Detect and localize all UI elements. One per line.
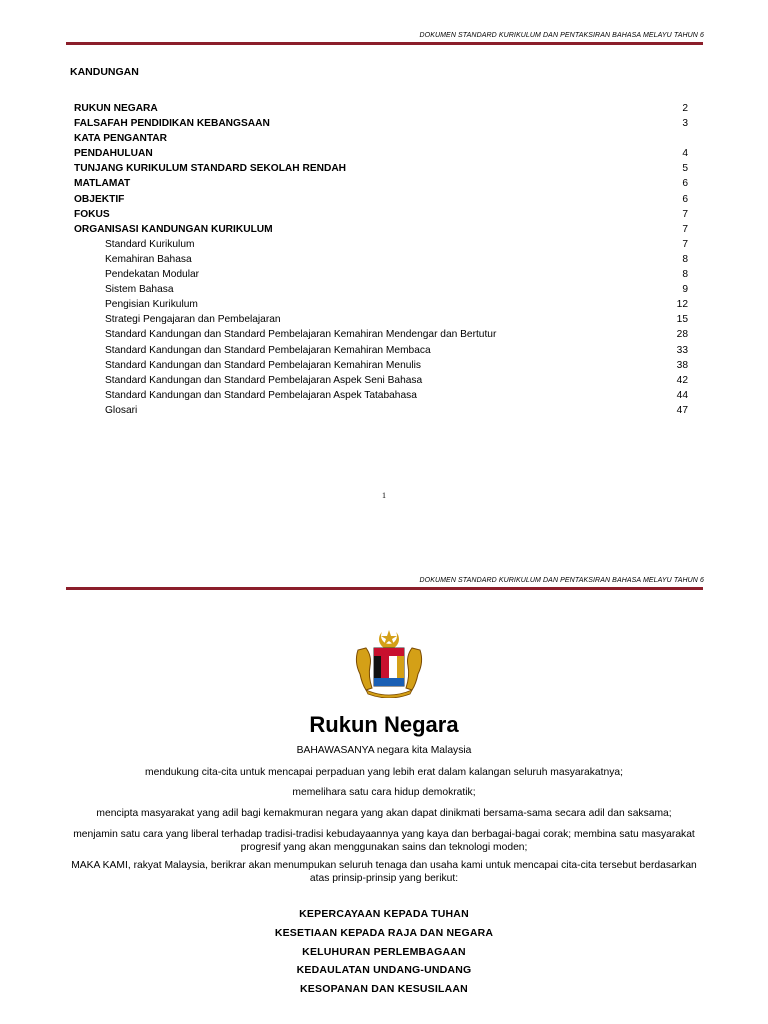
toc-entry-label: ORGANISASI KANDUNGAN KURIKULUM — [74, 223, 273, 235]
rukun-negara-title: Rukun Negara — [309, 712, 459, 737]
toc-entry[interactable] — [74, 192, 688, 207]
toc-entry-label: OBJEKTIF — [74, 193, 125, 205]
toc-entry-label: Strategi Pengajaran dan Pembelajaran — [105, 314, 281, 326]
principle-item: KEDAULATAN UNDANG-UNDANG — [296, 964, 472, 976]
rukun-paragraph: MAKA KAMI, rakyat Malaysia, berikrar akan menumpukan seluruh tenaga dan usaha kami untuk mencapai cita-cita tersebut berdasarkan atas prinsip-prinsip yang berikut: — [71, 860, 697, 884]
rukun-paragraph: memelihara satu cara hidup demokratik; — [292, 787, 476, 798]
toc-entry-label: KATA PENGANTAR — [74, 133, 167, 145]
toc-entry-page: 5 — [682, 163, 688, 175]
toc-entry[interactable] — [74, 237, 688, 252]
toc-entry-label: Glosari — [105, 404, 138, 416]
principle-item: KESOPANAN DAN KESUSILAAN — [300, 983, 468, 995]
rukun-paragraph: mendukung cita-cita untuk mencapai perpaduan yang lebih erat dalam kalangan seluruh masyarakatnya; — [145, 767, 623, 778]
toc-entry-page: 4 — [682, 148, 688, 160]
toc-entry[interactable] — [74, 176, 688, 191]
toc-entry-label: MATLAMAT — [74, 178, 131, 190]
toc-entry-page: 42 — [676, 374, 688, 386]
toc-entry-label: Standard Kandungan dan Standard Pembelajaran Kemahiran Mendengar dan Bertutur — [105, 329, 497, 341]
header-rule-2 — [66, 587, 703, 590]
toc-entry[interactable] — [74, 101, 688, 116]
toc-entry-page: 7 — [682, 208, 688, 220]
toc-entry-page: 44 — [676, 389, 688, 401]
principle-item: KEPERCAYAAN KEPADA TUHAN — [299, 908, 469, 920]
rukun-paragraph: menjamin satu cara yang liberal terhadap tradisi-tradisi kebudayaannya yang kaya dan berbagai-bagai corak; membina satu masyarakat progresif yang akan menggunakan sains dan teknologi moden; — [73, 829, 695, 853]
toc-entry-page: 15 — [676, 314, 688, 326]
toc-entry-page: 2 — [682, 103, 688, 114]
toc-entry[interactable] — [74, 131, 688, 146]
toc-entry-page: 28 — [676, 329, 688, 341]
toc-entry[interactable] — [74, 161, 688, 176]
rukun-paragraph: mencipta masyarakat yang adil bagi kemakmuran negara yang akan dapat dinikmati bersama-sama secara adil dan saksama; — [96, 808, 672, 819]
toc-entry-label: Pendekatan Modular — [105, 269, 200, 281]
header-rule — [66, 42, 703, 45]
toc-entry[interactable] — [74, 207, 688, 222]
toc-entry-label: TUNJANG KURIKULUM STANDARD SEKOLAH RENDAH — [74, 163, 347, 175]
running-header: DOKUMEN STANDARD KURIKULUM DAN PENTAKSIRAN BAHASA MELAYU TAHUN 6 — [419, 32, 704, 39]
toc-entry[interactable] — [74, 343, 688, 358]
toc-entry-page: 7 — [682, 238, 688, 250]
toc-entry-label: Sistem Bahasa — [105, 284, 174, 296]
toc-entry-page: 3 — [682, 118, 688, 130]
toc-entry[interactable] — [74, 358, 688, 373]
table-of-contents — [74, 101, 688, 418]
toc-entry[interactable] — [74, 327, 688, 342]
toc-entry-page: 38 — [676, 359, 688, 371]
principle-item: KELUHURAN PERLEMBAGAAN — [302, 946, 466, 958]
toc-entry[interactable] — [74, 116, 688, 131]
coat-of-arms-icon — [352, 628, 426, 703]
toc-entry-page: 6 — [682, 178, 688, 190]
toc-entry[interactable] — [74, 282, 688, 297]
toc-entry-label: Standard Kurikulum — [105, 238, 195, 250]
running-header-2: DOKUMEN STANDARD KURIKULUM DAN PENTAKSIRAN BAHASA MELAYU TAHUN 6 — [419, 577, 704, 584]
toc-entry-page: 8 — [682, 253, 688, 265]
toc-entry[interactable] — [74, 146, 688, 161]
toc-entry[interactable] — [74, 252, 688, 267]
toc-entry[interactable] — [74, 267, 688, 282]
toc-entry-page: 8 — [682, 269, 688, 281]
toc-entry-label: Standard Kandungan dan Standard Pembelajaran Kemahiran Menulis — [105, 359, 422, 371]
toc-entry-page — [658, 131, 688, 146]
page-number: 1 — [382, 491, 386, 500]
toc-entry[interactable] — [74, 297, 688, 312]
toc-entry-label: Standard Kandungan dan Standard Pembelajaran Aspek Tatabahasa — [105, 389, 417, 401]
toc-entry-page: 33 — [676, 344, 688, 356]
toc-heading: KANDUNGAN — [70, 66, 139, 78]
toc-entry[interactable] — [74, 388, 688, 403]
toc-entry-label: Standard Kandungan dan Standard Pembelajaran Kemahiran Membaca — [105, 344, 431, 356]
toc-entry-label: Kemahiran Bahasa — [105, 253, 192, 265]
toc-entry-label: FOKUS — [74, 208, 110, 220]
toc-entry-label: Standard Kandungan dan Standard Pembelajaran Aspek Seni Bahasa — [105, 374, 423, 386]
toc-entry[interactable] — [74, 312, 688, 327]
toc-entry-page: 9 — [682, 284, 688, 296]
toc-entry[interactable] — [74, 373, 688, 388]
toc-entry-page: 7 — [682, 223, 688, 235]
toc-entry-label: FALSAFAH PENDIDIKAN KEBANGSAAN — [74, 118, 270, 130]
toc-entry[interactable] — [74, 403, 688, 418]
principle-item: KESETIAAN KEPADA RAJA DAN NEGARA — [274, 927, 494, 939]
toc-entry-label: Pengisian Kurikulum — [105, 299, 198, 311]
toc-entry-page: 12 — [676, 299, 688, 311]
toc-entry[interactable] — [74, 222, 688, 237]
toc-entry-label: PENDAHULUAN — [74, 148, 153, 160]
toc-entry-label: RUKUN NEGARA — [74, 103, 158, 114]
toc-entry-page: 47 — [676, 404, 688, 416]
rukun-paragraph: BAHAWASANYA negara kita Malaysia — [296, 745, 472, 756]
toc-entry-page: 6 — [682, 193, 688, 205]
